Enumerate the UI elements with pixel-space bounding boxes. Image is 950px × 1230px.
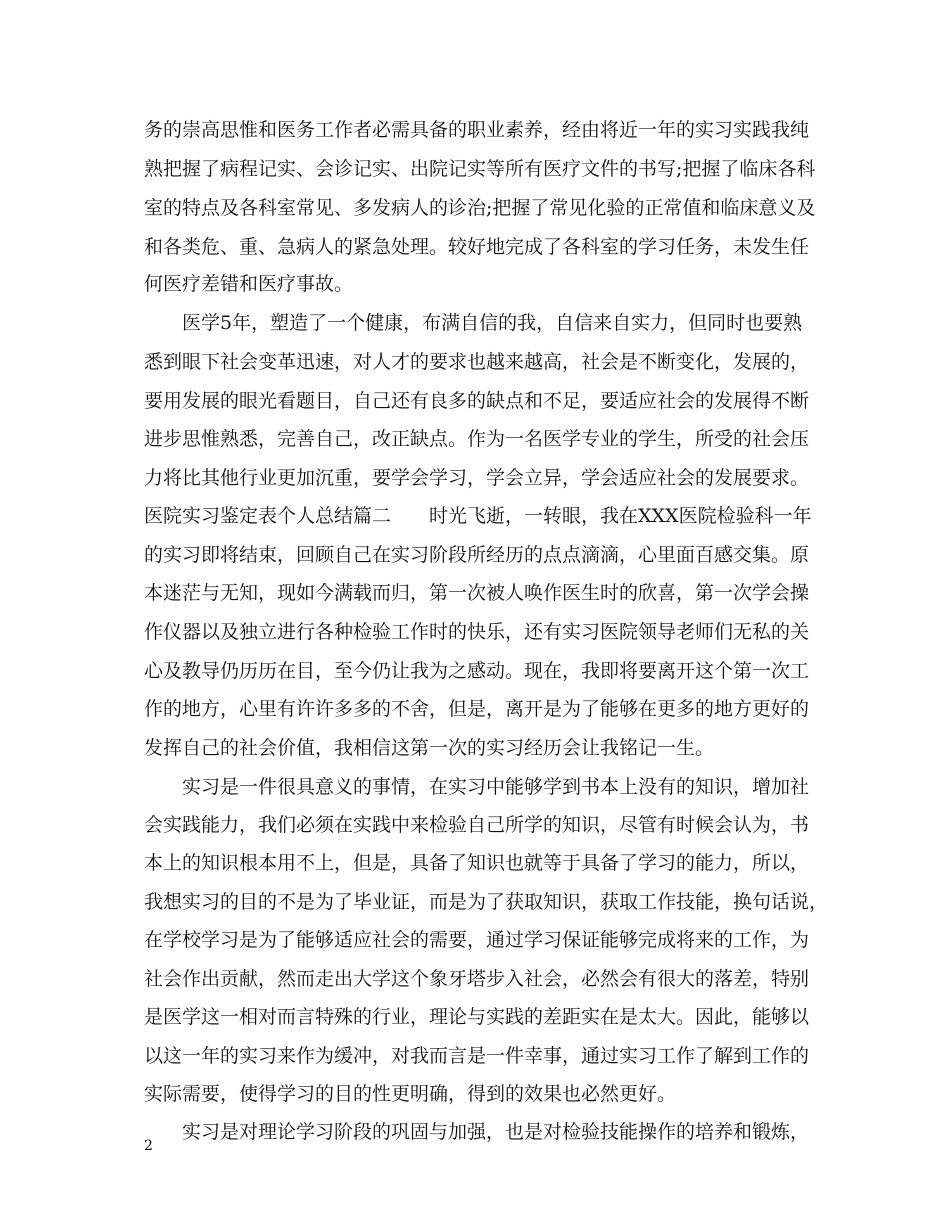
text-line: 我想实习的目的不是为了毕业证，而是为了获取知识，获取工作技能，换句话说， [144, 891, 829, 913]
text-line: 悉到眼下社会变革迅速，对人才的要求也越来越高，社会是不断变化，发展的， [144, 351, 810, 373]
page-number: 2 [144, 1138, 153, 1154]
text-line: 熟把握了病程记实、会诊记实、出院记实等所有医疗文件的书写;把握了临床各科 [144, 158, 816, 180]
text-line: 是医学这一相对而言特殊的行业，理论与实践的差距实在是太大。因此，能够以 [144, 1006, 810, 1028]
text-line: 本迷茫与无知，现如今满载而归，第一次被人唤作医生时的欣喜，第一次学会操 [144, 582, 810, 604]
text-line: 社会作出贡献，然而走出大学这个象牙塔步入社会，必然会有很大的落差，特别 [144, 968, 810, 990]
text-line: 作的地方，心里有许许多多的不舍，但是，离开是为了能够在更多的地方更好的 [144, 698, 810, 720]
text-line: 何医疗差错和医疗事故。 [144, 273, 354, 295]
text-line: 心及教导仍历历在目，至今仍让我为之感动。现在，我即将要离开这个第一次工 [144, 660, 810, 682]
text-line: 的实习即将结束，回顾自己在实习阶段所经历的点点滴滴，心里面百感交集。原 [144, 544, 810, 566]
text-line: 要用发展的眼光看题目，自己还有良多的缺点和不足，要适应社会的发展得不断 [144, 390, 810, 412]
text-line: 作仪器以及独立进行各种检验工作时的快乐，还有实习医院领导老师们无私的关 [144, 621, 810, 643]
paragraph-first-line: 实习是对理论学习阶段的巩固与加强，也是对检验技能操作的培养和锻炼， [182, 1121, 810, 1143]
text-line: 本上的知识根本用不上，但是，具备了知识也就等于具备了学习的能力，所以， [144, 852, 810, 874]
text-line: 会实践能力，我们必须在实践中来检验自己所学的知识，尽管有时候会认为，书 [144, 814, 810, 836]
text-line: 以这一年的实习来作为缓冲，对我而言是一件幸事，通过实习工作了解到工作的 [144, 1045, 810, 1067]
paragraph-first-line: 医学5年，塑造了一个健康，布满自信的我，自信来自实力，但同时也要熟 [182, 312, 803, 334]
text-line: 实际需要，使得学习的目的性更明确，得到的效果也必然更好。 [144, 1083, 677, 1105]
text-line: 务的崇高思惟和医务工作者必需具备的职业素养，经由将近一年的实习实践我纯 [144, 119, 810, 141]
paragraph-first-line: 实习是一件很具意义的事情，在实习中能够学到书本上没有的知识，增加社 [182, 776, 810, 798]
text-line: 和各类危、重、急病人的紧急处理。较好地完成了各科室的学习任务，未发生任 [144, 236, 810, 258]
text-line: 力将比其他行业更加沉重，要学会学习，学会立异，学会适应社会的发展要求。 [144, 467, 810, 489]
text-line: 室的特点及各科室常见、多发病人的诊治;把握了常见化验的正常值和临床意义及 [144, 197, 816, 219]
text-line: 在学校学习是为了能够适应社会的需要，通过学习保证能够完成将来的工作，为 [144, 929, 810, 951]
text-line: 发挥自己的社会价值，我相信这第一次的实习经历会让我铭记一生。 [144, 737, 715, 759]
section-heading-line: 医院实习鉴定表个人总结篇二 时光飞逝，一转眼，我在XXX医院检验科一年 [144, 505, 812, 527]
text-line: 进步思惟熟悉，完善自己，改正缺点。作为一名医学专业的学生，所受的社会压 [144, 428, 810, 450]
